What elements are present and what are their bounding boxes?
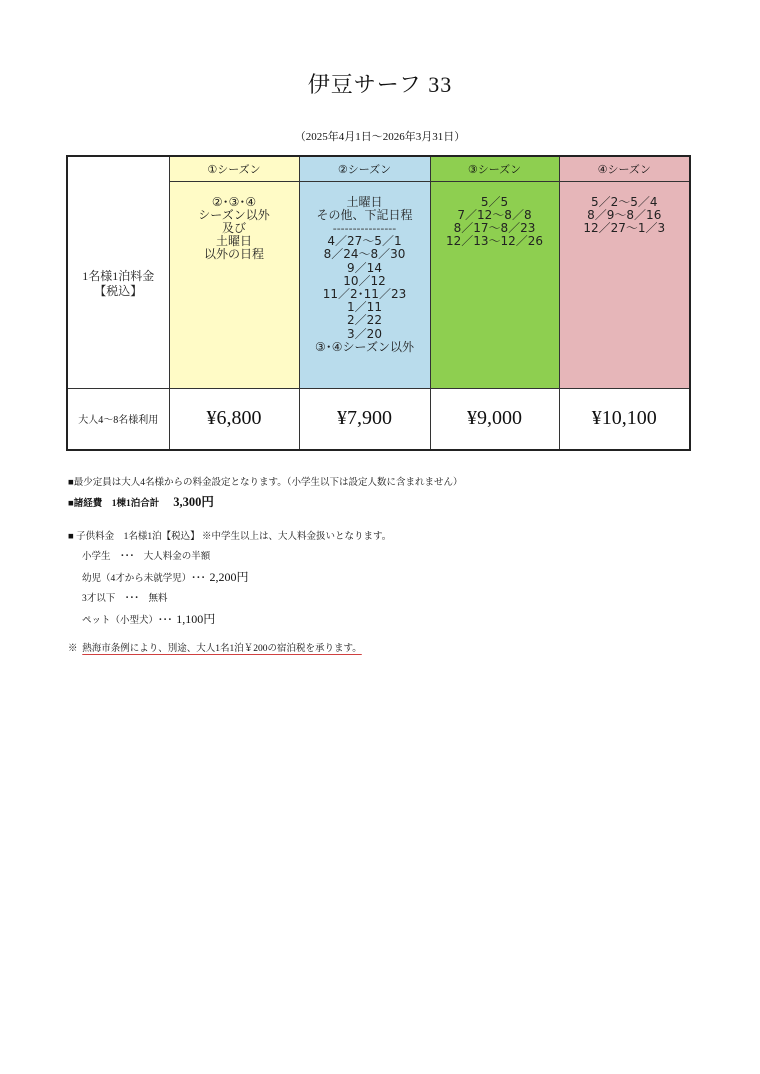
- child-item-elementary: 小学生 ･･･ 大人料金の半額: [82, 552, 211, 562]
- season-2-price: ¥7,900: [299, 388, 430, 450]
- season-4-price: ¥10,100: [559, 388, 690, 450]
- season-4-dates: 5／2～5／4 8／9～8／16 12／27～1／3: [559, 181, 690, 388]
- season-3-dates: 5／5 7／12～8／8 8／17～8／23 12／13～12／26: [430, 181, 559, 388]
- min-occupancy-note: ■最少定員は大人4名様からの料金設定となります。（小学生以下は設定人数に含まれません）: [68, 478, 463, 488]
- season-2-header: ②シーズン: [299, 156, 430, 181]
- child-rate-header: ■ 子供料金 1名様1泊【税込】 ※中学生以上は、大人料金扱いとなります。: [68, 532, 392, 542]
- tax-note-text: 熱海市条例により、別途、大人1名1泊￥200の宿泊税を承ります。: [82, 644, 362, 654]
- fee-label: ■諸経費 1棟1泊合計: [68, 499, 160, 509]
- season-1-dates: ②･③･④ シーズン以外 及び 土曜日 以外の日程: [169, 181, 299, 388]
- separator-dashes: ----------------: [332, 221, 397, 235]
- season-3-price: ¥9,000: [430, 388, 559, 450]
- validity-period: （2025年4月1日～2026年3月31日）: [294, 131, 466, 143]
- child-item-pet: ペット（小型犬）･･･ 1,100円: [82, 612, 216, 626]
- child-item-infant: 幼児（4才から未就学児）･･･ 2,200円: [82, 570, 249, 584]
- price-row-label: 大人4～8名様利用: [67, 388, 169, 450]
- season-header-row: [67, 156, 690, 181]
- fee-value: 3,300円: [173, 495, 214, 509]
- season-3-header: ③シーズン: [430, 156, 559, 181]
- season-1-header: ①シーズン: [169, 156, 299, 181]
- note-mark: ※: [68, 644, 78, 654]
- price-row: [67, 388, 690, 450]
- child-item-under3: 3才以下 ･･･ 無料: [82, 594, 168, 604]
- season-2-dates: 土曜日 その他、下記日程 ---------------- 4／27～5／1 8／24～8／30 9／14 10／12 11／2･11／23 1／11 2／22 3／20 ③･④シーズン以外: [299, 181, 430, 388]
- season-4-header: ④シーズン: [559, 156, 690, 181]
- rate-row-label: 1名様1泊料金 【税込】: [67, 181, 169, 388]
- rate-table: [66, 155, 691, 451]
- season-1-price: ¥6,800: [169, 388, 299, 450]
- season-dates-row: [67, 181, 690, 388]
- page-title: 伊豆サーフ 33: [307, 72, 453, 97]
- fee-note: [68, 492, 214, 510]
- corner-cell: [67, 156, 169, 181]
- accommodation-tax-note: [68, 640, 362, 654]
